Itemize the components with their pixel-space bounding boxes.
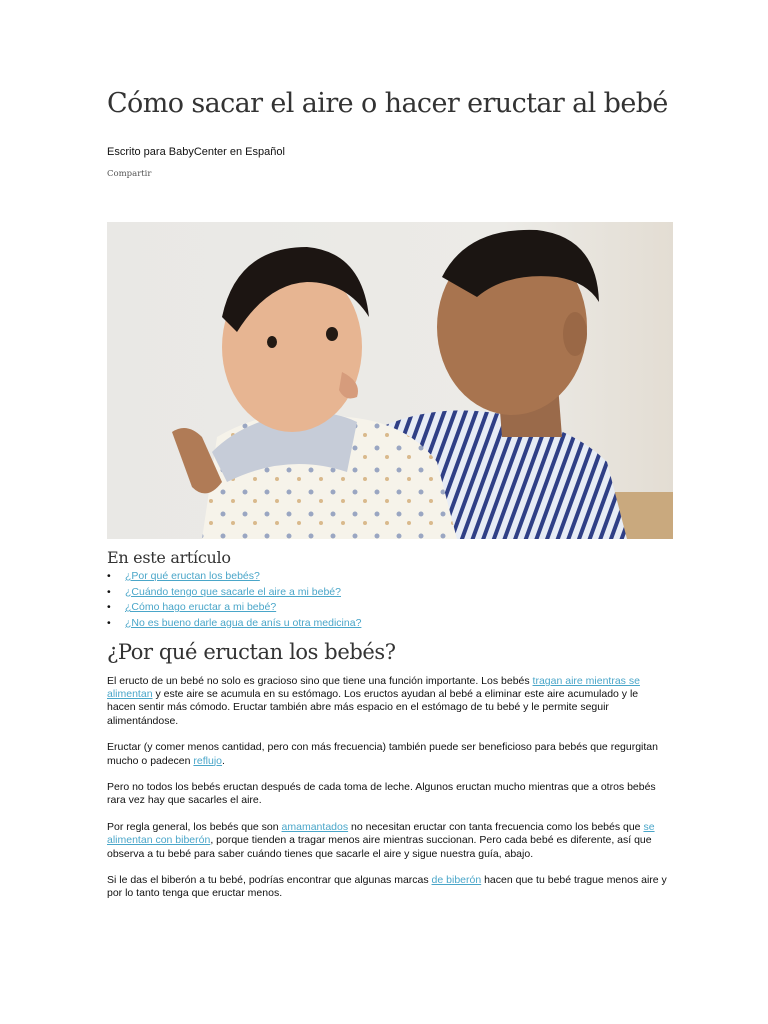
paragraph-5	[107, 874, 667, 900]
hero-image	[107, 222, 673, 539]
toc-item	[107, 616, 362, 632]
bullet-icon: •	[107, 570, 111, 582]
toc-title: En este artículo	[107, 548, 231, 567]
paragraph-2	[107, 741, 667, 767]
text: Por regla general, los bebés que son	[107, 821, 282, 834]
toc-link-agua-anis[interactable]: ¿No es bueno darle agua de anís u otra medicina?	[125, 616, 362, 629]
text: Si le das el biberón a tu bebé, podrías encontrar que algunas marcas	[107, 874, 432, 887]
text: , porque tienden a tragar menos aire mientras succionan. Pero cada bebé es diferente, así que observa a tu bebé para saber cuándo tienes que sacarle el aire y sigue nuestra guía, abajo.	[107, 834, 652, 860]
paragraph-3: Pero no todos los bebés eructan después de cada toma de leche. Algunos eructan mucho mientras que a otros bebés rara vez hay que sacarles el aire.	[107, 781, 656, 807]
byline: Escrito para BabyCenter en Español	[107, 146, 285, 158]
toc-link-cuando[interactable]: ¿Cuándo tengo que sacarle el aire a mi bebé?	[125, 585, 341, 598]
text: Eructar (y comer menos cantidad, pero con más frecuencia) también puede ser beneficioso para bebés que regurgitan mucho o padecen	[107, 741, 658, 767]
text: hacen que tu bebé trague menos aire y por lo tanto tenga que eructar menos.	[107, 874, 667, 900]
link-amamantados[interactable]: amamantados	[281, 821, 349, 834]
toc-link-como[interactable]: ¿Cómo hago eructar a mi bebé?	[125, 601, 277, 614]
text: .	[222, 754, 225, 767]
text: no necesitan eructar con tanta frecuencia como los bebés que	[348, 821, 644, 834]
paragraph-4	[107, 821, 667, 861]
toc-item	[107, 585, 361, 601]
toc-item	[107, 569, 361, 585]
bullet-icon: •	[107, 616, 111, 629]
text: El eructo de un bebé no solo es gracioso sino que tiene una función importante. Los bebés	[107, 675, 533, 687]
link-biberon-alimentan[interactable]: se alimentan con biberón	[107, 821, 655, 847]
article-body	[107, 675, 667, 914]
toc-item	[107, 600, 361, 616]
link-de-biberon[interactable]: de biberón	[431, 874, 482, 887]
share-link[interactable]: Compartir	[107, 169, 152, 179]
link-tragan-aire[interactable]: tragan aire mientras se alimentan	[107, 675, 640, 701]
article-title: Cómo sacar el aire o hacer eructar al bebé	[107, 88, 668, 119]
bullet-icon: •	[107, 585, 111, 598]
link-reflujo[interactable]: reflujo	[193, 754, 223, 767]
text: y este aire se acumula en su estómago. Los eructos ayudan al bebé a eliminar este aire acumulado y le hacen sentir más cómodo. Eructar también abre más espacio en el estómago de tu bebé y le permite seguir alimentándose.	[107, 688, 639, 727]
table-of-contents	[107, 569, 361, 631]
father-baby-photo	[107, 222, 673, 539]
bullet-icon: •	[107, 601, 111, 614]
paragraph-1	[107, 675, 667, 728]
section-heading: ¿Por qué eructan los bebés?	[107, 640, 396, 664]
toc-link-por-que-eructan[interactable]: ¿Por qué eructan los bebés?	[125, 570, 260, 582]
